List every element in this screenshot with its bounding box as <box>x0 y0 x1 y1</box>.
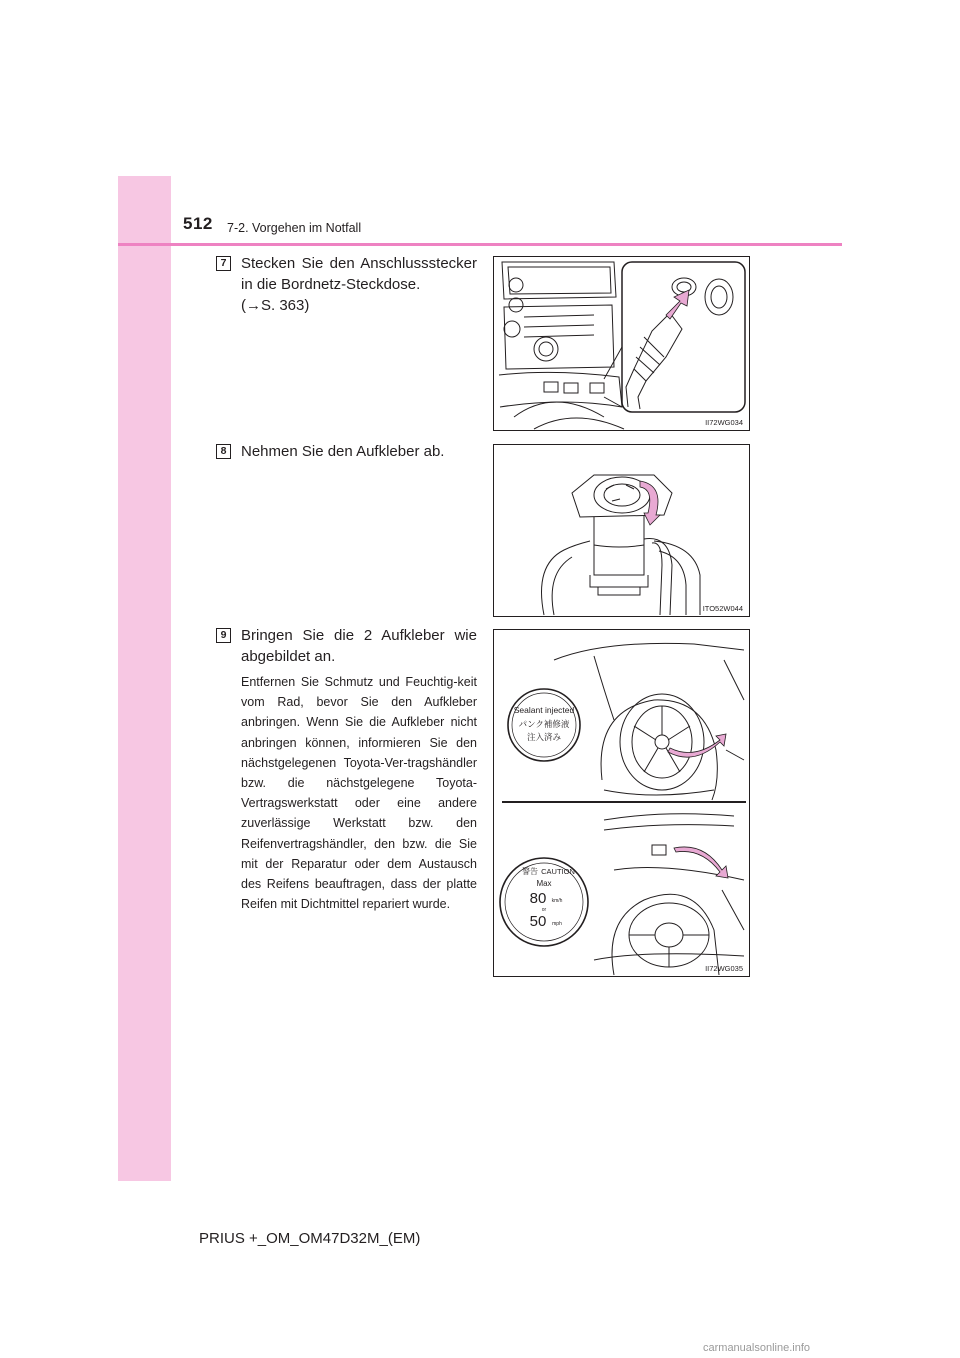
sticker-dash-or: or <box>541 907 547 913</box>
sticker-dash-caution: CAUTION <box>541 867 575 876</box>
sticker-dash-50: 50 <box>529 913 547 930</box>
step-7-line-1: Stecken Sie den Anschlussstecker <box>241 255 477 272</box>
step-9-text <box>241 625 477 667</box>
sticker-placement-illustration <box>494 630 749 976</box>
sticker-dash-warning: 警告 <box>522 867 538 876</box>
figure-sticker-removal <box>493 444 750 617</box>
plug-socket-illustration <box>494 257 749 430</box>
page-number: 512 <box>183 214 213 233</box>
section-title: 7-2. Vorgehen im Notfall <box>227 221 362 235</box>
sticker-dash-mph: mph <box>552 921 562 927</box>
sticker-removal-illustration <box>494 445 749 616</box>
step-number-9: 9 <box>216 628 231 643</box>
step-9-line-1: Bringen Sie die 2 Aufkleber wie <box>241 627 477 644</box>
figure-sticker-placement <box>493 629 750 977</box>
step-number-8: 8 <box>216 444 231 459</box>
watermark: carmanualsonline.info <box>703 1342 811 1354</box>
figure-plug-socket <box>493 256 750 431</box>
step-8-line-1: Nehmen Sie den Aufkleber ab. <box>241 443 445 460</box>
sticker-wheel-line-1: Sealant injected <box>513 705 575 715</box>
sticker-dash-kmh: km/h <box>551 898 563 904</box>
step-8-text <box>241 441 477 462</box>
sticker-dash-max: Max <box>536 879 552 888</box>
sticker-dash-80: 80 <box>529 890 547 907</box>
sidebar-tab <box>118 176 171 1181</box>
sticker-wheel-line-3: 注入済み <box>526 733 562 743</box>
figure-code-7: II72WG034 <box>705 418 743 427</box>
step-9-line-2: abgebildet an. <box>241 648 336 665</box>
step-7-line-2: in die Bordnetz-Steckdose. <box>241 276 421 293</box>
document-footer: PRIUS +_OM_OM47D32M_(EM) <box>199 1230 421 1247</box>
step-number-7: 7 <box>216 256 231 271</box>
header-rule <box>118 243 842 246</box>
sticker-wheel-line-2: パンク補修液 <box>518 720 570 730</box>
step-9-note: Entfernen Sie Schmutz und Feuchtig-keit vom Rad, bevor Sie den Aufkleber anbringen. Wenn Sie die Aufkleber nicht anbringen können, informieren Sie den nächstgelegenen Toyota-Ver-tragshändler bzw. die nächstgelegene Toyota-Vertragswerkstatt oder eine andere zuverlässige Werkstatt bzw. den Reifenvertragshändler, den bzw. die Sie mit der Reparatur oder dem Austausch des Reifens beauftragen, dass der platte Reifen mit Dichtmittel repariert wurde. <box>241 675 477 912</box>
step-7-line-3: (→S. 363) <box>241 297 310 314</box>
figure-code-9: II72WG035 <box>705 964 743 973</box>
figure-code-8: ITO52W044 <box>702 604 743 613</box>
step-7-text <box>241 253 477 316</box>
